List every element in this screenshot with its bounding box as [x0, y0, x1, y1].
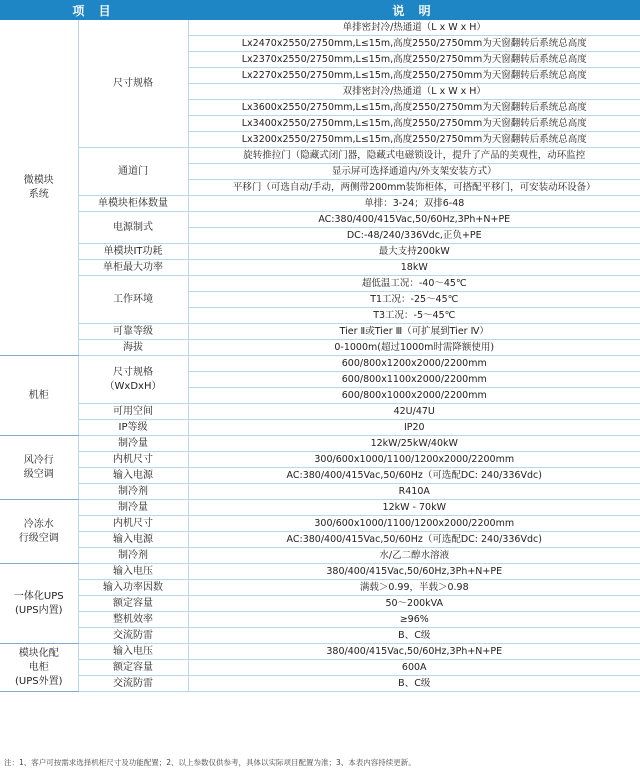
- spec-value: ≥96%: [188, 612, 640, 628]
- item-label: 尺寸规格: [78, 20, 188, 148]
- spec-value: 最大支持200kW: [188, 244, 640, 260]
- item-label: 交流防雷: [78, 628, 188, 644]
- table-row: [0, 644, 640, 660]
- item-label: 输入电压: [78, 564, 188, 580]
- spec-value: 超低温工况：-40～45℃: [188, 276, 640, 292]
- item-label: 输入电源: [78, 468, 188, 484]
- spec-value: 18kW: [188, 260, 640, 276]
- spec-value: 水/乙二醇水溶液: [188, 548, 640, 564]
- spec-value: IP20: [188, 420, 640, 436]
- table-row: [0, 196, 640, 212]
- table-row: [0, 148, 640, 164]
- table-row: [0, 468, 640, 484]
- item-label: 单模块柜体数量: [78, 196, 188, 212]
- spec-value: 平移门（可选自动/手动，两侧带200mm装饰柜体，可搭配平移门，可安装动环设备）: [188, 180, 640, 196]
- item-label: 制冷量: [78, 500, 188, 516]
- spec-value: 600A: [188, 660, 640, 676]
- spec-value: Lx3200x2550/2750mm,L≤15m,高度2550/2750mm为天窗翻转后系统总高度: [188, 132, 640, 148]
- item-label: 输入电源: [78, 532, 188, 548]
- table-row: [0, 212, 640, 228]
- item-label: 输入电压: [78, 644, 188, 660]
- table-row: [0, 20, 640, 36]
- table-row: [0, 548, 640, 564]
- table-row: [0, 596, 640, 612]
- item-label: 制冷量: [78, 436, 188, 452]
- spec-value: 300/600x1000/1100/1200x2000/2200mm: [188, 452, 640, 468]
- spec-value: 单排密封冷/热通道（L x W x H）: [188, 20, 640, 36]
- item-label: 可用空间: [78, 404, 188, 420]
- spec-value: T1工况：-25～45℃: [188, 292, 640, 308]
- table-row: [0, 244, 640, 260]
- table-row: [0, 420, 640, 436]
- spec-value: AC:380/400/415Vac,50/60Hz（可选配DC: 240/336Vdc): [188, 532, 640, 548]
- spec-value: Tier Ⅱ或Tier Ⅲ（可扩展到Tier Ⅳ）: [188, 324, 640, 340]
- spec-value: DC:-48/240/336Vdc,正负+PE: [188, 228, 640, 244]
- spec-value: 50～200kVA: [188, 596, 640, 612]
- item-label: 海拔: [78, 340, 188, 356]
- item-label: 工作环境: [78, 276, 188, 324]
- category-pdu: 模块化配 电柜 (UPS外置): [0, 644, 78, 692]
- spec-value: Lx2370x2550/2750mm,L≤15m,高度2550/2750mm为天窗翻转后系统总高度: [188, 52, 640, 68]
- spec-value: B、C级: [188, 676, 640, 692]
- item-label: IP等级: [78, 420, 188, 436]
- item-label: 可靠等级: [78, 324, 188, 340]
- table-row: [0, 564, 640, 580]
- spec-value: 0-1000m(超过1000m时需降额使用): [188, 340, 640, 356]
- spec-value: 单排：3-24；双排6-48: [188, 196, 640, 212]
- table-row: [0, 404, 640, 420]
- spec-value: 600/800x1200x2000/2200mm: [188, 356, 640, 372]
- table-row: [0, 676, 640, 692]
- spec-value: 满载＞0.99，半载＞0.98: [188, 580, 640, 596]
- table-row: [0, 452, 640, 468]
- spec-value: 380/400/415Vac,50/60Hz,3Ph+N+PE: [188, 644, 640, 660]
- spec-value: 380/400/415Vac,50/60Hz,3Ph+N+PE: [188, 564, 640, 580]
- spec-value: 双排密封冷/热通道（L x W x H）: [188, 84, 640, 100]
- spec-value: Lx3400x2550/2750mm,L≤15m,高度2550/2750mm为天窗翻转后系统总高度: [188, 116, 640, 132]
- spec-value: Lx2270x2550/2750mm,L≤15m,高度2550/2750mm为天窗翻转后系统总高度: [188, 68, 640, 84]
- table-row: [0, 340, 640, 356]
- spec-value: 显示屏可选择通道内/外支架安装方式）: [188, 164, 640, 180]
- table-row: [0, 516, 640, 532]
- category-micro-module: 微模块 系统: [0, 20, 78, 356]
- table-row: [0, 484, 640, 500]
- header-item: 项 目: [0, 0, 188, 20]
- item-label: 额定容量: [78, 660, 188, 676]
- spec-value: Lx3600x2550/2750mm,L≤15m,高度2550/2750mm为天窗翻转后系统总高度: [188, 100, 640, 116]
- item-label: 通道门: [78, 148, 188, 196]
- table-row: [0, 276, 640, 292]
- item-label: 内机尺寸: [78, 452, 188, 468]
- spec-value: Lx2470x2550/2750mm,L≤15m,高度2550/2750mm为天窗翻转后系统总高度: [188, 36, 640, 52]
- spec-value: R410A: [188, 484, 640, 500]
- item-label: 尺寸规格 （WxDxH）: [78, 356, 188, 404]
- spec-value: AC:380/400/415Vac,50/60Hz（可选配DC: 240/336Vdc): [188, 468, 640, 484]
- table-header-row: [0, 0, 640, 20]
- header-description: 说 明: [188, 0, 640, 20]
- item-label: 电源制式: [78, 212, 188, 244]
- item-label: 额定容量: [78, 596, 188, 612]
- table-row: [0, 580, 640, 596]
- item-label: 单模块IT功耗: [78, 244, 188, 260]
- spec-value: 600/800x1100x2000/2200mm: [188, 372, 640, 388]
- table-row: [0, 532, 640, 548]
- item-label: 交流防雷: [78, 676, 188, 692]
- spec-value: AC:380/400/415Vac,50/60Hz,3Ph+N+PE: [188, 212, 640, 228]
- spec-value: 12kW - 70kW: [188, 500, 640, 516]
- spec-value: T3工况：-5～45℃: [188, 308, 640, 324]
- spec-value: B、C级: [188, 628, 640, 644]
- item-label: 制冷剂: [78, 484, 188, 500]
- category-cabinet: 机柜: [0, 356, 78, 436]
- category-aircon: 风冷行 级空调: [0, 436, 78, 500]
- table-row: [0, 500, 640, 516]
- table-row: [0, 628, 640, 644]
- table-row: [0, 324, 640, 340]
- table-row: [0, 660, 640, 676]
- spec-value: 12kW/25kW/40kW: [188, 436, 640, 452]
- item-label: 输入功率因数: [78, 580, 188, 596]
- item-label: 单柜最大功率: [78, 260, 188, 276]
- table-row: [0, 260, 640, 276]
- spec-value: 42U/47U: [188, 404, 640, 420]
- spec-value: 300/600x1000/1100/1200x2000/2200mm: [188, 516, 640, 532]
- item-label: 制冷剂: [78, 548, 188, 564]
- table-row: [0, 356, 640, 372]
- item-label: 整机效率: [78, 612, 188, 628]
- category-ups: 一体化UPS (UPS内置): [0, 564, 78, 644]
- footnote: 注：1、客户可按需求选择机柜尺寸及功能配置；2、以上参数仅供参考，具体以实际项目配置为准；3、本表内容持续更新。: [4, 758, 416, 767]
- spec-value: 旋转推拉门（隐藏式闭门器，隐藏式电磁锁设计，提升了产品的美观性，动环监控: [188, 148, 640, 164]
- item-label: 内机尺寸: [78, 516, 188, 532]
- category-water: 冷冻水 行级空调: [0, 500, 78, 564]
- table-row: [0, 612, 640, 628]
- table-row: [0, 436, 640, 452]
- spec-value: 600/800x1000x2000/2200mm: [188, 388, 640, 404]
